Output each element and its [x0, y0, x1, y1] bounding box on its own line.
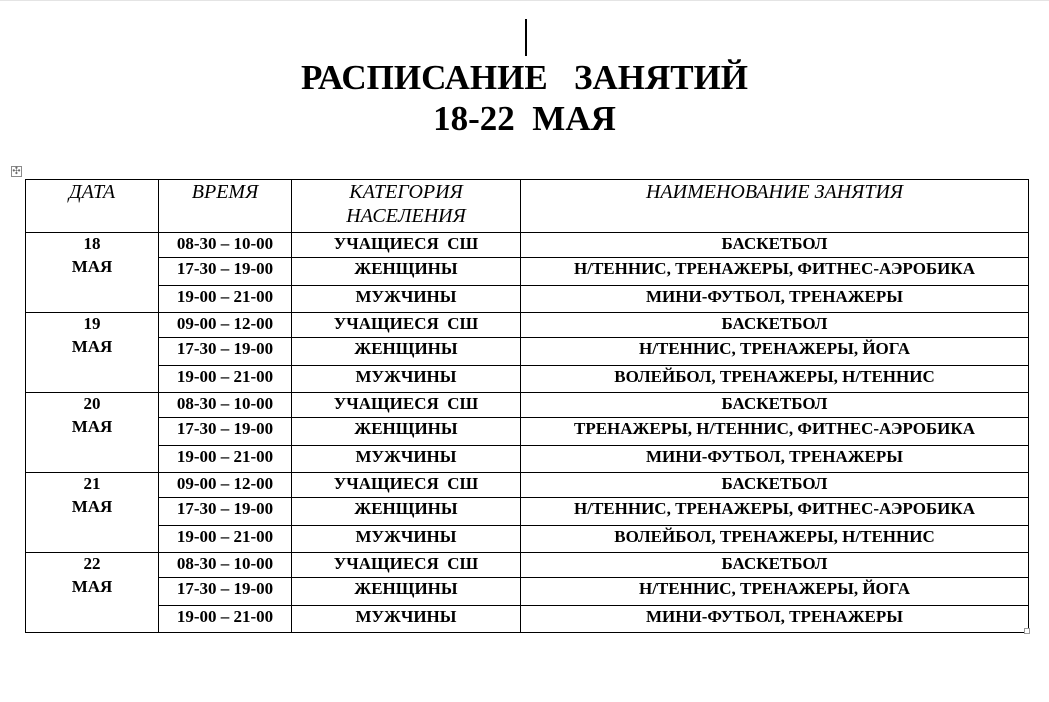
activity-cell: Н/ТЕННИС, ТРЕНАЖЕРЫ, ФИТНЕС-АЭРОБИКА: [521, 498, 1029, 526]
activity-cell: Н/ТЕННИС, ТРЕНАЖЕРЫ, ЙОГА: [521, 578, 1029, 606]
table-row: [26, 473, 1029, 498]
date-cell: [26, 393, 159, 473]
time-cell: 19-00 – 21-00: [159, 446, 292, 473]
time-cell: 19-00 – 21-00: [159, 526, 292, 553]
category-cell: ЖЕНЩИНЫ: [292, 418, 521, 446]
category-cell: УЧАЩИЕСЯ СШ: [292, 553, 521, 578]
activity-cell: ВОЛЕЙБОЛ, ТРЕНАЖЕРЫ, Н/ТЕННИС: [521, 526, 1029, 553]
date-month: МАЯ: [71, 337, 113, 356]
time-cell: 17-30 – 19-00: [159, 338, 292, 366]
activity-cell: Н/ТЕННИС, ТРЕНАЖЕРЫ, ФИТНЕС-АЭРОБИКА: [521, 258, 1029, 286]
date-number: 22: [83, 554, 101, 573]
category-cell: ЖЕНЩИНЫ: [292, 498, 521, 526]
date-cell: [26, 313, 159, 393]
table-row: [26, 393, 1029, 418]
activity-cell: МИНИ-ФУТБОЛ, ТРЕНАЖЕРЫ: [521, 446, 1029, 473]
column-header-date: ДАТА: [26, 180, 159, 233]
table-row: [26, 338, 1029, 366]
category-cell: УЧАЩИЕСЯ СШ: [292, 473, 521, 498]
date-cell: [26, 233, 159, 313]
category-cell: УЧАЩИЕСЯ СШ: [292, 313, 521, 338]
table-row: [26, 366, 1029, 393]
category-cell: МУЖЧИНЫ: [292, 526, 521, 553]
page-subtitle-dates: 18-22 МАЯ: [433, 99, 616, 138]
time-cell: 19-00 – 21-00: [159, 366, 292, 393]
time-cell: 19-00 – 21-00: [159, 606, 292, 633]
move-cross-icon[interactable]: ✣: [12, 166, 21, 177]
category-cell: УЧАЩИЕСЯ СШ: [292, 393, 521, 418]
activity-cell: ТРЕНАЖЕРЫ, Н/ТЕННИС, ФИТНЕС-АЭРОБИКА: [521, 418, 1029, 446]
date-month: МАЯ: [71, 257, 113, 276]
activity-cell: МИНИ-ФУТБОЛ, ТРЕНАЖЕРЫ: [521, 606, 1029, 633]
time-cell: 19-00 – 21-00: [159, 286, 292, 313]
schedule-body: [26, 233, 1029, 633]
date-number: 20: [83, 394, 101, 413]
activity-cell: МИНИ-ФУТБОЛ, ТРЕНАЖЕРЫ: [521, 286, 1029, 313]
table-row: [26, 498, 1029, 526]
table-row: [26, 578, 1029, 606]
activity-cell: БАСКЕТБОЛ: [521, 473, 1029, 498]
date-number: 18: [83, 234, 101, 253]
category-cell: ЖЕНЩИНЫ: [292, 338, 521, 366]
category-cell: МУЖЧИНЫ: [292, 366, 521, 393]
category-cell: ЖЕНЩИНЫ: [292, 578, 521, 606]
text-cursor: [525, 19, 527, 56]
table-resize-handle[interactable]: [1024, 628, 1030, 634]
category-cell: МУЖЧИНЫ: [292, 606, 521, 633]
time-cell: 08-30 – 10-00: [159, 393, 292, 418]
time-cell: 08-30 – 10-00: [159, 553, 292, 578]
time-cell: 17-30 – 19-00: [159, 418, 292, 446]
column-header-category-label: КАТЕГОРИЯ НАСЕЛЕНИЯ: [346, 181, 466, 227]
table-row: [26, 526, 1029, 553]
table-row: [26, 418, 1029, 446]
page-title: РАСПИСАНИЕ ЗАНЯТИЙ: [300, 58, 749, 97]
table-row: [26, 606, 1029, 633]
date-number: 19: [83, 314, 101, 333]
date-cell: [26, 473, 159, 553]
time-cell: 17-30 – 19-00: [159, 498, 292, 526]
table-row: [26, 553, 1029, 578]
date-month: МАЯ: [71, 497, 113, 516]
column-header-category: [292, 180, 521, 233]
time-cell: 09-00 – 12-00: [159, 473, 292, 498]
table-header-row: [26, 180, 1029, 233]
column-header-activity: НАИМЕНОВАНИЕ ЗАНЯТИЯ: [521, 180, 1029, 233]
date-cell: [26, 553, 159, 633]
category-cell: МУЖЧИНЫ: [292, 446, 521, 473]
activity-cell: Н/ТЕННИС, ТРЕНАЖЕРЫ, ЙОГА: [521, 338, 1029, 366]
page-top-edge: [0, 0, 1049, 1]
date-month: МАЯ: [71, 417, 113, 436]
schedule-table: [25, 179, 1029, 633]
category-cell: ЖЕНЩИНЫ: [292, 258, 521, 286]
date-month: МАЯ: [71, 577, 113, 596]
category-cell: МУЖЧИНЫ: [292, 286, 521, 313]
activity-cell: БАСКЕТБОЛ: [521, 233, 1029, 258]
time-cell: 09-00 – 12-00: [159, 313, 292, 338]
activity-cell: ВОЛЕЙБОЛ, ТРЕНАЖЕРЫ, Н/ТЕННИС: [521, 366, 1029, 393]
activity-cell: БАСКЕТБОЛ: [521, 393, 1029, 418]
table-row: [26, 258, 1029, 286]
column-header-time: ВРЕМЯ: [159, 180, 292, 233]
table-row: [26, 313, 1029, 338]
table-row: [26, 446, 1029, 473]
time-cell: 17-30 – 19-00: [159, 258, 292, 286]
time-cell: 08-30 – 10-00: [159, 233, 292, 258]
activity-cell: БАСКЕТБОЛ: [521, 553, 1029, 578]
time-cell: 17-30 – 19-00: [159, 578, 292, 606]
date-number: 21: [83, 474, 101, 493]
table-row: [26, 286, 1029, 313]
category-cell: УЧАЩИЕСЯ СШ: [292, 233, 521, 258]
table-row: [26, 233, 1029, 258]
activity-cell: БАСКЕТБОЛ: [521, 313, 1029, 338]
